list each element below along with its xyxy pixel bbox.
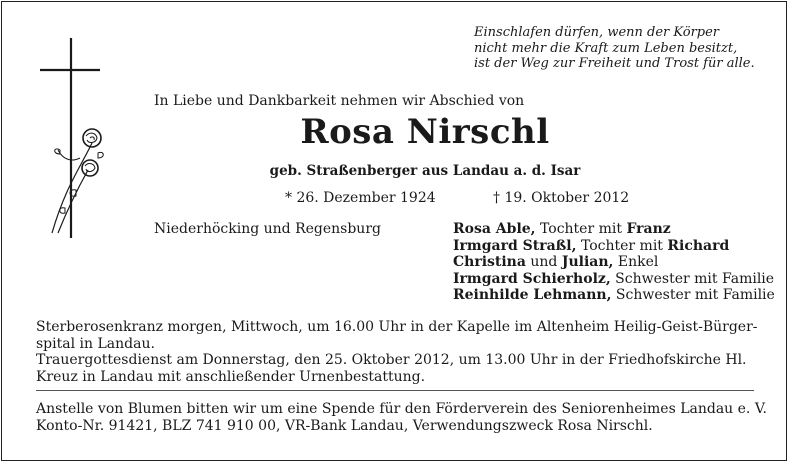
- mourner-line: Irmgard Straßl, Tochter mit Richard: [453, 237, 730, 254]
- place-text: Niederhöcking und Regensburg: [154, 221, 381, 237]
- notice-line: spital in Landau.: [36, 335, 155, 352]
- poem-line: Einschlafen dürfen, wenn der Körper: [474, 25, 720, 40]
- poem-line: nicht mehr die Kraft zum Leben besitzt,: [474, 40, 738, 56]
- notice-line: Trauergottesdienst am Donnerstag, den 25. Oktober 2012, um 13.00 Uhr in der Friedhofskirche Hl.: [36, 352, 747, 368]
- mourner-line: Rosa Able, Tochter mit Franz: [453, 221, 671, 237]
- service-notice: [36, 319, 756, 385]
- birth-date: * 26. Dezember 1924: [285, 190, 436, 206]
- mourner-line: Irmgard Schierholz, Schwester mit Familie: [453, 270, 775, 287]
- divider: [36, 390, 754, 391]
- birth-name: geb. Straßenberger aus Landau a. d. Isar: [269, 163, 581, 179]
- mourners-list: [453, 221, 775, 304]
- poem-line: ist der Weg zur Freiheit und Trost für alle.: [474, 56, 755, 71]
- mourner-line: Reinhilde Lehmann, Schwester mit Familie: [453, 287, 775, 303]
- mourner-line: Christina und Julian, Enkel: [453, 254, 659, 270]
- deceased-name: Rosa Nirschl: [300, 112, 550, 152]
- donation-notice: [36, 401, 767, 434]
- notice-line: Sterberosenkranz morgen, Mittwoch, um 16.00 Uhr in der Kapelle im Altenheim Heilig-Geist-Bürger-: [36, 319, 758, 335]
- poem: [474, 25, 774, 72]
- donation-line: Konto-Nr. 91421, BLZ 741 910 00, VR-Bank Landau, Verwendungszweck Rosa Nirschl.: [36, 417, 653, 434]
- notice-line: Kreuz in Landau mit anschließender Urnenbestattung.: [36, 368, 426, 385]
- intro-text: In Liebe und Dankbarkeit nehmen wir Abschied von: [154, 93, 525, 109]
- death-date: † 19. Oktober 2012: [493, 190, 630, 206]
- donation-line: Anstelle von Blumen bitten wir um eine Spende für den Förderverein des Seniorenheimes Landau e. V.: [36, 401, 767, 417]
